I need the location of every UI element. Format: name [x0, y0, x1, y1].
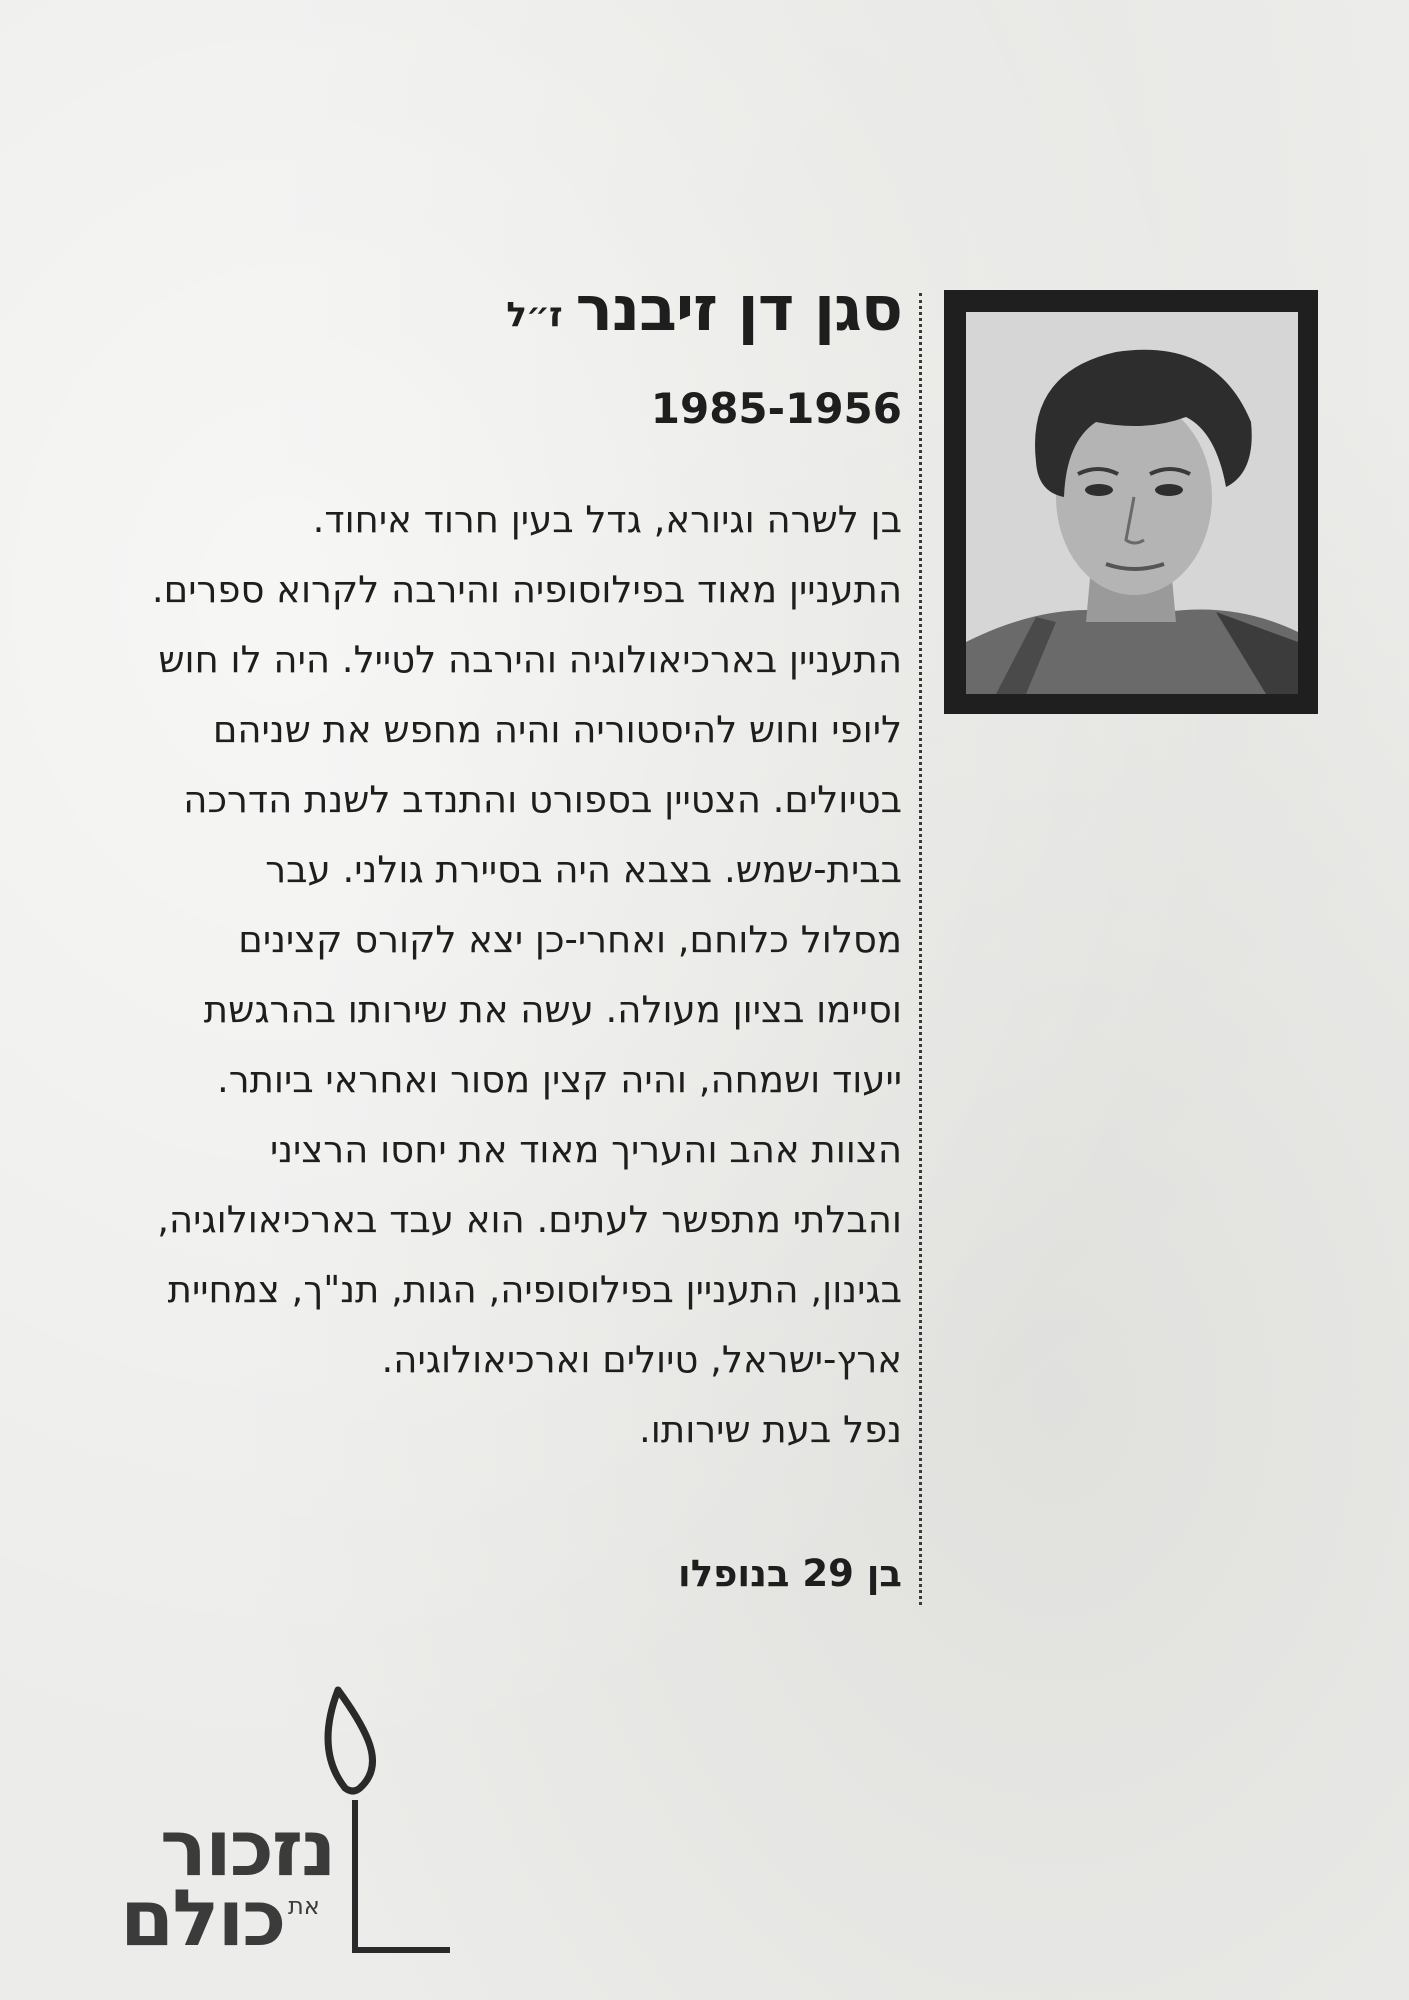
bio-line: והבלתי מתפשר לעתים. הוא עבד בארכיאולוגיה,: [157, 1198, 902, 1241]
bio-line: בגינון, התעניין בפילוסופיה, הגות, תנ"ך, צמחיית: [167, 1268, 902, 1311]
dotted-divider: [919, 293, 922, 1605]
bio-line: וסיימו בציון מעולה. עשה את שירותו בהרגשת: [203, 988, 902, 1031]
portrait-frame: [944, 290, 1318, 714]
bio-line: ייעוד ושמחה, והיה קצין מסור ואחראי ביותר.: [216, 1058, 902, 1101]
biography: [82, 485, 902, 1465]
bio-line: בבית-שמש. בצבא היה בסיירת גולני. עבר: [265, 848, 902, 891]
name-title: סגן דן זיבנר: [575, 272, 902, 345]
logo-word-remember: נזכור: [160, 1804, 335, 1894]
age-at-fall: בן 29 בנופלו: [678, 1552, 902, 1595]
portrait-photo: [966, 312, 1298, 694]
bio-line: ליופי וחוש להיסטוריה והיה מחפש את שניהם: [212, 708, 902, 751]
logo-word-all: כולם: [120, 1874, 285, 1964]
title-suffix: ז״ל: [506, 295, 562, 335]
life-years: 1985-1956: [650, 384, 902, 433]
bio-line: מסלול כלוחם, ואחרי-כן יצא לקורס קצינים: [238, 918, 902, 961]
logo: [110, 1680, 450, 1964]
bio-line: הצוות אהב והעריך מאוד את יחסו הרציני: [269, 1128, 902, 1171]
bio-line: נפל בעת שירותו.: [639, 1408, 902, 1451]
bio-line: התעניין מאוד בפילוסופיה והירבה לקרוא ספרים.: [151, 568, 902, 611]
bio-line: התעניין בארכיאולוגיה והירבה לטייל. היה לו חוש: [158, 638, 902, 681]
bio-line: בטיולים. הצטיין בספורט והתנדב לשנת הדרכה: [183, 778, 902, 821]
bio-line: ארץ-ישראל, טיולים וארכיאולוגיה.: [381, 1338, 902, 1381]
logo-word-et: את: [288, 1892, 320, 1920]
portrait-illustration: [966, 312, 1298, 694]
page-title: [506, 272, 902, 345]
bio-line: בן לשרה וגיורא, גדל בעין חרוד איחוד.: [312, 498, 902, 541]
